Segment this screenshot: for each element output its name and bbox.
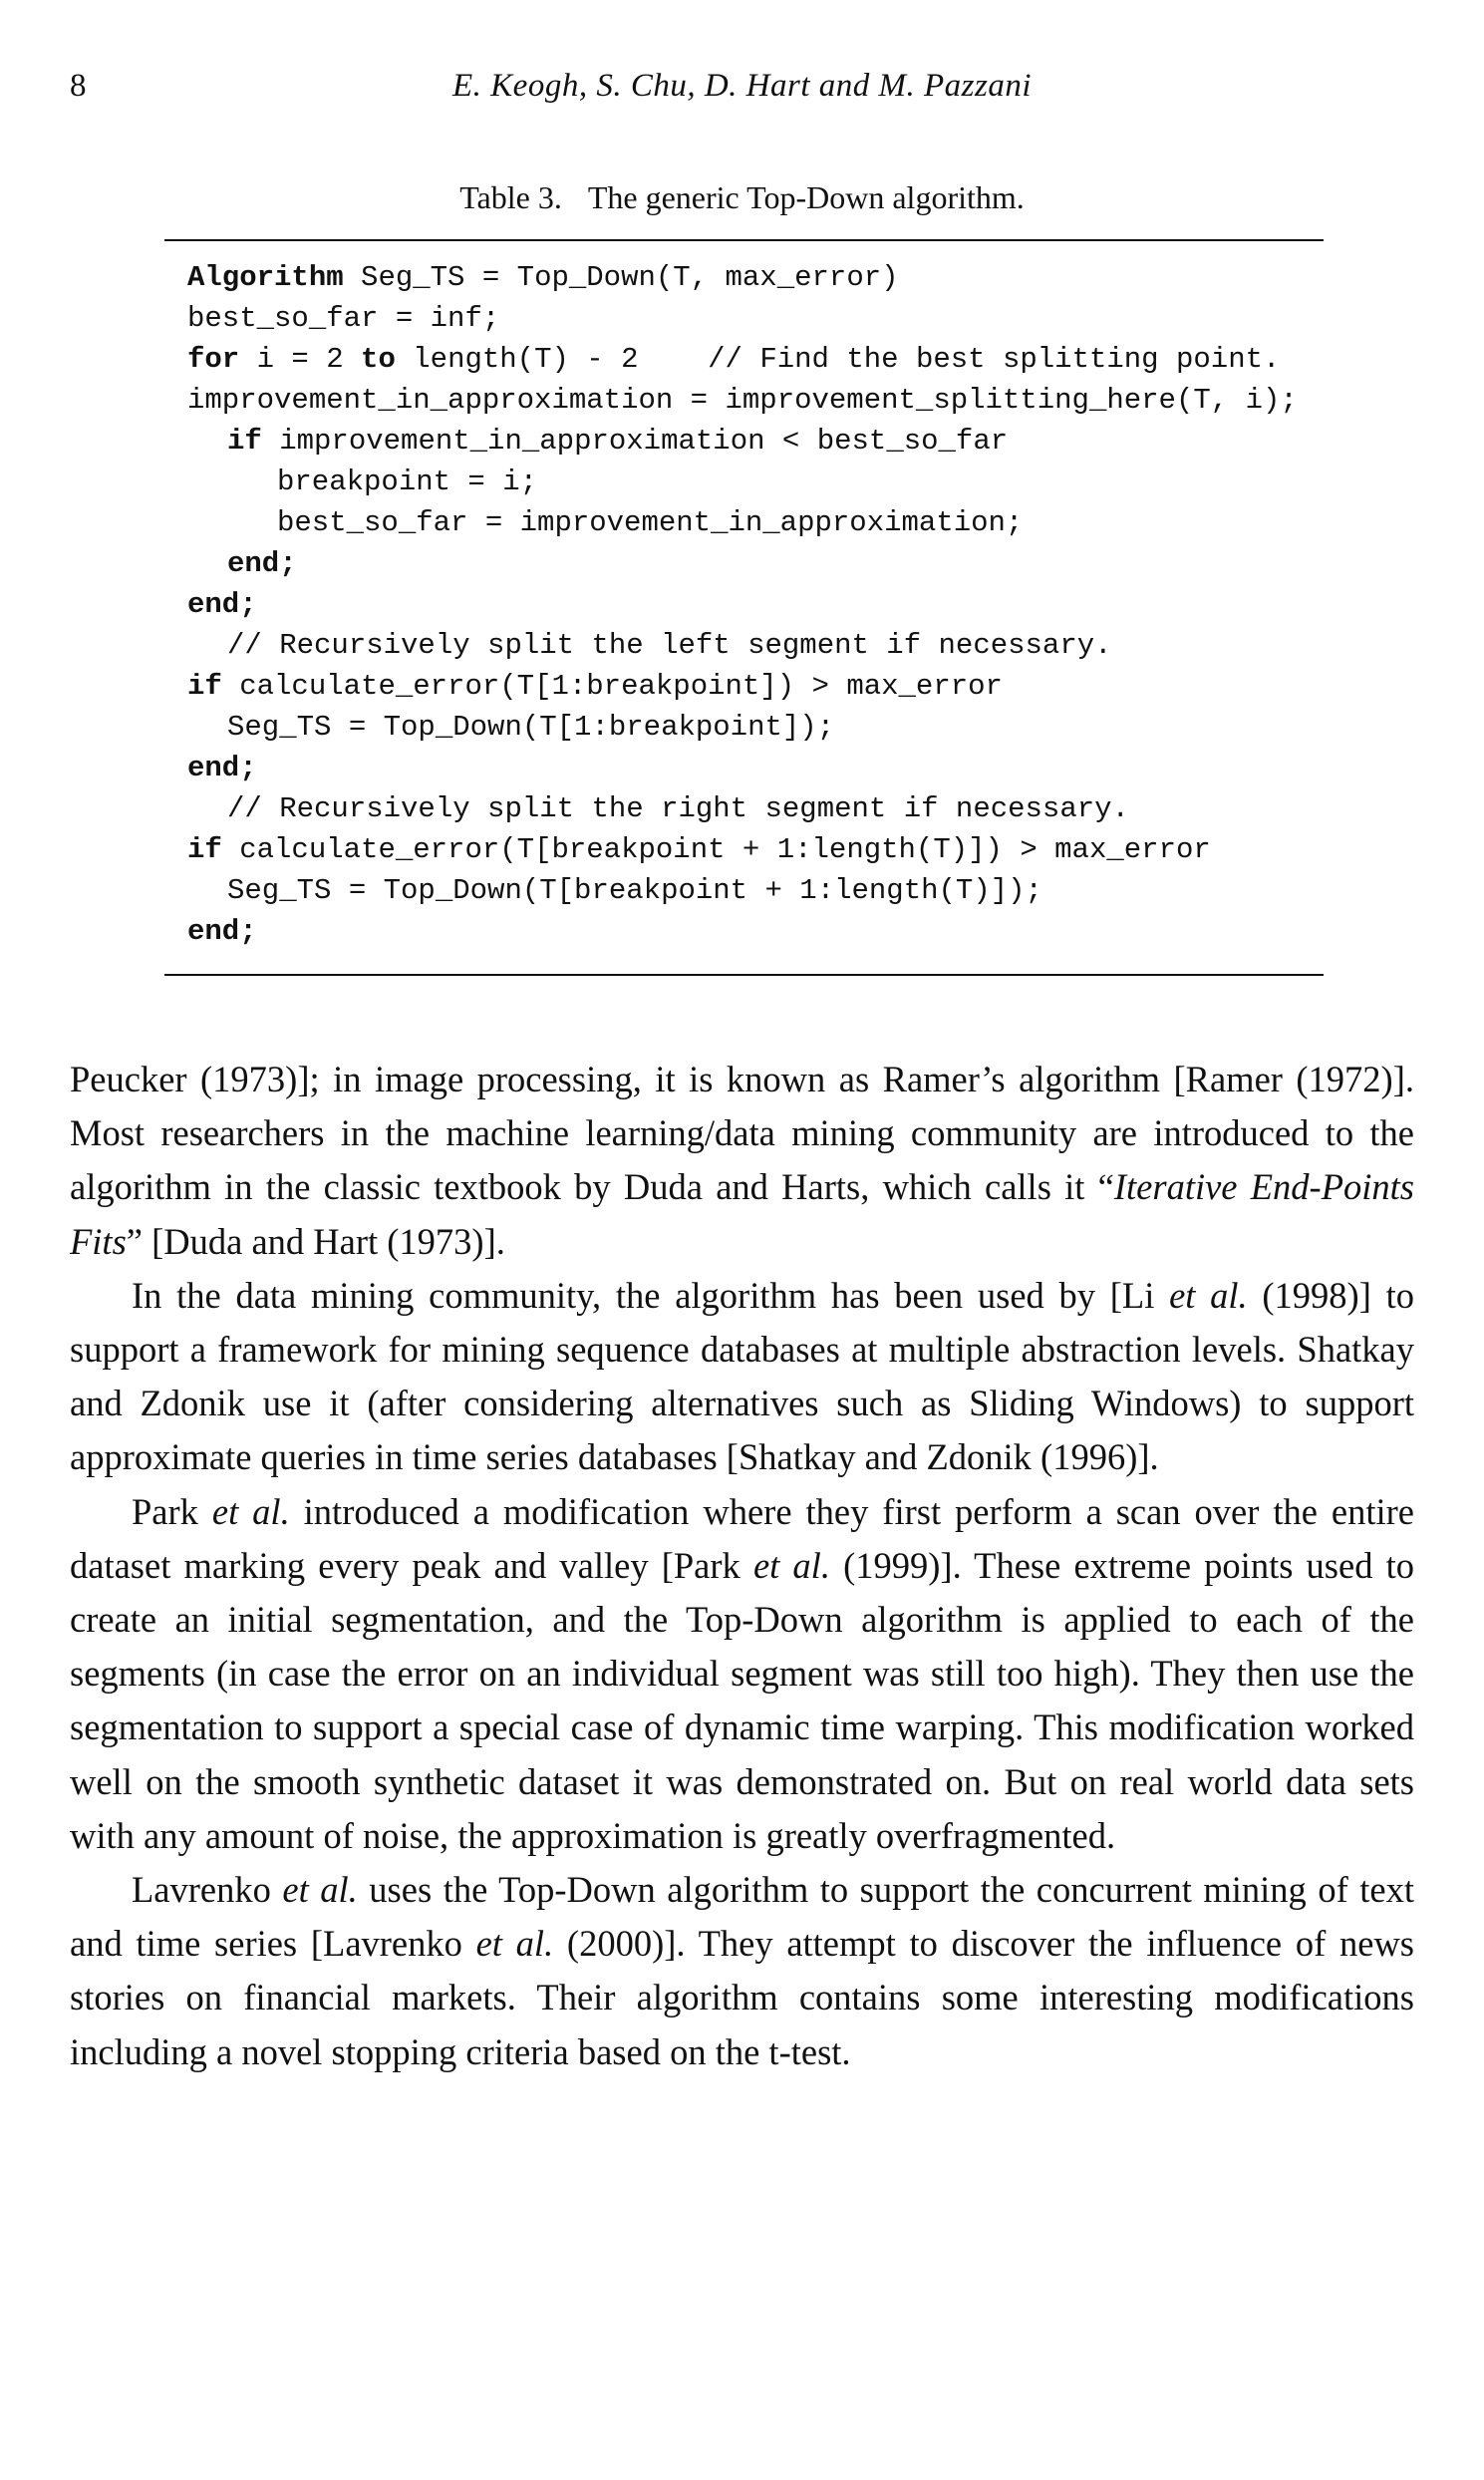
table-caption-label: Table 3. xyxy=(459,179,562,215)
code-line: for i = 2 to length(T) - 2 // Find the best splitting point. xyxy=(187,343,1281,376)
code-line: end; xyxy=(187,752,257,784)
code-line: if calculate_error(T[breakpoint + 1:length(T)]) > max_error xyxy=(187,833,1211,866)
table-caption-text: The generic Top-Down algorithm. xyxy=(587,179,1025,215)
paragraph: Peucker (1973)]; in image processing, it is known as Ramer’s algorithm [Ramer (1972)]. Most researchers in the machine learning/data mining community are introduced to the algorithm in the classic textbook by Duda and Harts, which calls it “Iterative End-Points Fits” [Duda and Hart (1973)]. xyxy=(70,1059,1414,1262)
table-top-rule xyxy=(164,239,1324,241)
code-line: end; xyxy=(227,547,297,580)
code-line: best_so_far = improvement_in_approximation; xyxy=(277,506,1024,539)
code-line: improvement_in_approximation = improvement_splitting_here(T, i); xyxy=(187,384,1298,417)
running-head: E. Keogh, S. Chu, D. Hart and M. Pazzani xyxy=(452,68,1032,104)
table-caption xyxy=(0,177,1484,217)
code-comment: // Recursively split the left segment if necessary. xyxy=(227,629,1112,662)
code-line: breakpoint = i; xyxy=(277,465,538,498)
code-line: end; xyxy=(187,588,257,621)
code-line: end; xyxy=(187,915,257,948)
table-bottom-rule xyxy=(164,974,1324,976)
code-line: best_so_far = inf; xyxy=(187,302,500,335)
code-comment: // Recursively split the right segment if necessary. xyxy=(227,792,1129,825)
page-number: 8 xyxy=(70,68,87,104)
code-line: if calculate_error(T[1:breakpoint]) > max_error xyxy=(187,670,1003,703)
paragraph: In the data mining community, the algorithm has been used by [Li et al. (1998)] to support a framework for mining sequence databases at multiple abstraction levels. Shatkay and Zdonik use it (after considering alternatives such as Sliding Windows) to support approximate queries in time series databases [Shatkay and Zdonik (1996)]. xyxy=(70,1274,1414,1478)
paragraph: Lavrenko et al. uses the Top-Down algorithm to support the concurrent mining of text and time series [Lavrenko et al. (2000)]. They attempt to discover the influence of news stories on financial markets. Their algorithm contains some interesting modifications including a novel stopping criteria based on the t-test. xyxy=(70,1869,1415,2072)
paragraph: Park et al. introduced a modification where they first perform a scan over the entire dataset marking every peak and valley [Park et al. (1999)]. These extreme points used to create an initial segmentation, and the Top-Down algorithm is applied to each of the segments (in case the error on an individual segment was still too high). They then use the segmentation to support a special case of dynamic time warping. This modification worked well on the smooth synthetic dataset it was demonstrated on. But on real world data sets with any amount of noise, the approximation is greatly overfragmented. xyxy=(70,1490,1415,1856)
body-text xyxy=(70,1053,1414,2079)
code-line: if improvement_in_approximation < best_so_far xyxy=(227,425,1009,458)
code-line: Seg_TS = Top_Down(T[1:breakpoint]); xyxy=(227,711,835,744)
code-line: Seg_TS = Top_Down(T[breakpoint + 1:length(T)]); xyxy=(227,874,1042,907)
code-line: Algorithm Seg_TS = Top_Down(T, max_error) xyxy=(187,261,899,294)
